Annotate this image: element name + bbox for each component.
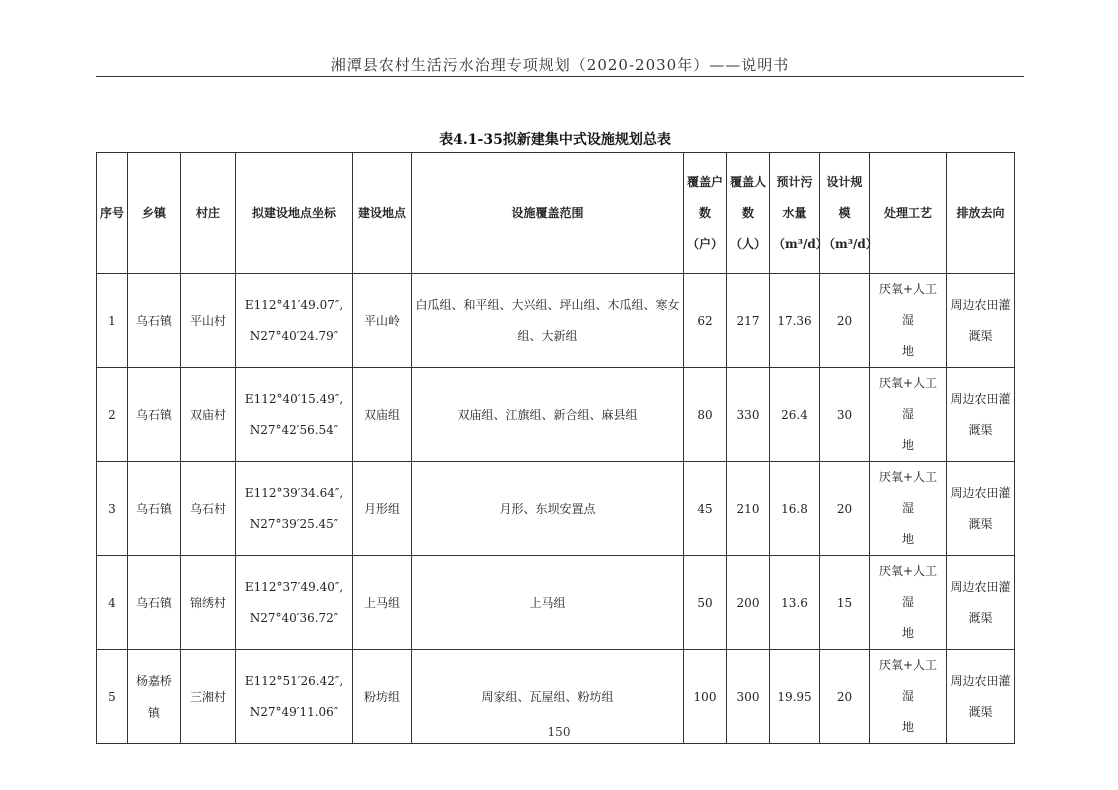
cell-households: 62	[684, 274, 727, 368]
table-row	[97, 462, 1015, 556]
cell-coord-e: E112°40′15.49″,	[244, 391, 344, 406]
col-sewage	[770, 153, 828, 274]
cell-village: 平山村	[181, 274, 236, 368]
cell-households: 50	[684, 556, 727, 650]
cell-discharge-line2: 溉渠	[968, 516, 993, 531]
cell-discharge-line2: 溉渠	[968, 328, 993, 343]
cell-seq: 5	[97, 650, 128, 744]
cell-site: 月形组	[353, 462, 412, 556]
cell-households: 45	[684, 462, 727, 556]
cell-capacity: 20	[820, 462, 870, 556]
cell-sewage: 16.8	[770, 462, 820, 556]
cell-people: 300	[727, 650, 770, 744]
cell-discharge-line1: 周边农田灌	[950, 297, 1011, 312]
cell-discharge	[947, 556, 1015, 650]
cell-people: 217	[727, 274, 770, 368]
cell-process-line2: 地	[901, 344, 914, 358]
cell-process	[870, 462, 947, 556]
cell-coord-n: N27°49′11.06″	[249, 704, 339, 719]
cell-town: 乌石镇	[128, 274, 181, 368]
col-capacity-unit: （m³/d）	[823, 236, 878, 251]
cell-process-line1: 厌氧+人工湿	[878, 564, 938, 609]
col-village: 村庄	[181, 153, 236, 274]
table-row	[97, 274, 1015, 368]
cell-seq: 1	[97, 274, 128, 368]
cell-site: 粉坊组	[353, 650, 412, 744]
cell-village: 乌石村	[181, 462, 236, 556]
page-number: 150	[547, 725, 571, 739]
cell-scope: 月形、东坝安置点	[412, 462, 684, 556]
cell-discharge-line1: 周边农田灌	[950, 485, 1011, 500]
cell-village: 锦绣村	[181, 556, 236, 650]
col-people-unit: （人）	[730, 236, 767, 251]
cell-process	[870, 368, 947, 462]
cell-sewage: 13.6	[770, 556, 820, 650]
cell-village: 双庙村	[181, 368, 236, 462]
cell-town: 乌石镇	[128, 368, 181, 462]
col-town: 乡镇	[128, 153, 181, 274]
cell-process-line1: 厌氧+人工湿	[878, 282, 938, 327]
cell-households: 80	[684, 368, 727, 462]
cell-coord-n: N27°39′25.45″	[249, 516, 339, 531]
document-header: 湘潭县农村生活污水治理专项规划（2020-2030年）——说明书	[330, 56, 790, 74]
cell-coord-e: E112°37′49.40″,	[244, 579, 344, 594]
cell-process-line1: 厌氧+人工湿	[878, 658, 938, 703]
cell-scope-line1: 白瓜组、和平组、大兴组、坪山组、木瓜组、寒女	[415, 297, 680, 312]
col-capacity	[820, 153, 878, 274]
cell-discharge-line1: 周边农田灌	[950, 391, 1011, 406]
cell-people: 210	[727, 462, 770, 556]
cell-capacity: 20	[820, 650, 870, 744]
cell-town: 乌石镇	[128, 462, 181, 556]
col-capacity-top: 设计规	[826, 174, 863, 189]
table-caption: 表4.1-35拟新建集中式设施规划总表	[439, 132, 671, 148]
col-sewage-mid: 水量	[782, 205, 807, 220]
cell-scope-line2: 组、大新组	[517, 328, 578, 343]
col-people	[727, 153, 770, 274]
col-sewage-top: 预计污	[776, 174, 813, 189]
col-site: 建设地点	[353, 153, 412, 274]
cell-coord-e: E112°41′49.07″,	[244, 297, 344, 312]
cell-coord-e: E112°51′26.42″,	[244, 673, 344, 688]
cell-process-line1: 厌氧+人工湿	[878, 470, 938, 515]
cell-scope: 周家组、瓦屋组、粉坊组	[412, 650, 684, 744]
header-divider	[96, 76, 1024, 77]
cell-discharge-line2: 溉渠	[968, 704, 993, 719]
cell-scope	[412, 274, 684, 368]
cell-people: 200	[727, 556, 770, 650]
cell-capacity: 20	[820, 274, 870, 368]
cell-site: 上马组	[353, 556, 412, 650]
col-people-mid: 数	[741, 205, 754, 220]
cell-coord	[236, 556, 353, 650]
cell-coord	[236, 368, 353, 462]
cell-sewage: 19.95	[770, 650, 820, 744]
cell-process-line2: 地	[901, 626, 914, 640]
table-row	[97, 556, 1015, 650]
cell-discharge-line1: 周边农田灌	[950, 673, 1011, 688]
col-households-unit: （户）	[687, 236, 724, 251]
cell-households: 100	[684, 650, 727, 744]
cell-discharge-line2: 溉渠	[968, 422, 993, 437]
cell-people: 330	[727, 368, 770, 462]
col-households-mid: 数	[698, 205, 711, 220]
cell-process-line2: 地	[901, 532, 914, 546]
col-people-top: 覆盖人	[730, 174, 767, 189]
cell-village: 三湘村	[181, 650, 236, 744]
cell-sewage: 17.36	[770, 274, 820, 368]
cell-town: 乌石镇	[128, 556, 181, 650]
cell-discharge	[947, 462, 1015, 556]
cell-seq: 3	[97, 462, 128, 556]
cell-site: 平山岭	[353, 274, 412, 368]
col-sewage-unit: （m³/d）	[773, 236, 828, 251]
col-capacity-mid: 模	[838, 205, 851, 220]
cell-scope: 上马组	[412, 556, 684, 650]
cell-coord-n: N27°40′36.72″	[249, 610, 339, 625]
cell-coord	[236, 462, 353, 556]
cell-coord-e: E112°39′34.64″,	[244, 485, 344, 500]
cell-capacity: 15	[820, 556, 870, 650]
table-body	[97, 274, 1015, 744]
cell-process	[870, 274, 947, 368]
col-discharge: 排放去向	[947, 153, 1015, 274]
cell-discharge-line2: 溉渠	[968, 610, 993, 625]
cell-process-line2: 地	[901, 720, 914, 734]
col-process: 处理工艺	[870, 153, 947, 274]
cell-process	[870, 556, 947, 650]
cell-scope: 双庙组、江旗组、新合组、麻县组	[412, 368, 684, 462]
table-row	[97, 368, 1015, 462]
cell-discharge	[947, 274, 1015, 368]
cell-town: 杨嘉桥镇	[128, 650, 181, 744]
cell-coord-n: N27°40′24.79″	[249, 328, 339, 343]
cell-capacity: 30	[820, 368, 870, 462]
cell-site: 双庙组	[353, 368, 412, 462]
cell-discharge	[947, 368, 1015, 462]
table-header	[97, 153, 1015, 274]
facility-table	[96, 152, 1015, 744]
cell-process-line1: 厌氧+人工湿	[878, 376, 938, 421]
cell-discharge-line1: 周边农田灌	[950, 579, 1011, 594]
cell-seq: 4	[97, 556, 128, 650]
col-households	[684, 153, 727, 274]
col-seq: 序号	[97, 153, 128, 274]
cell-process-line2: 地	[901, 438, 914, 452]
cell-seq: 2	[97, 368, 128, 462]
col-households-top: 覆盖户	[687, 174, 724, 189]
cell-coord-n: N27°42′56.54″	[249, 422, 339, 437]
col-scope: 设施覆盖范围	[412, 153, 684, 274]
col-coord: 拟建设地点坐标	[236, 153, 353, 274]
cell-coord	[236, 274, 353, 368]
cell-sewage: 26.4	[770, 368, 820, 462]
